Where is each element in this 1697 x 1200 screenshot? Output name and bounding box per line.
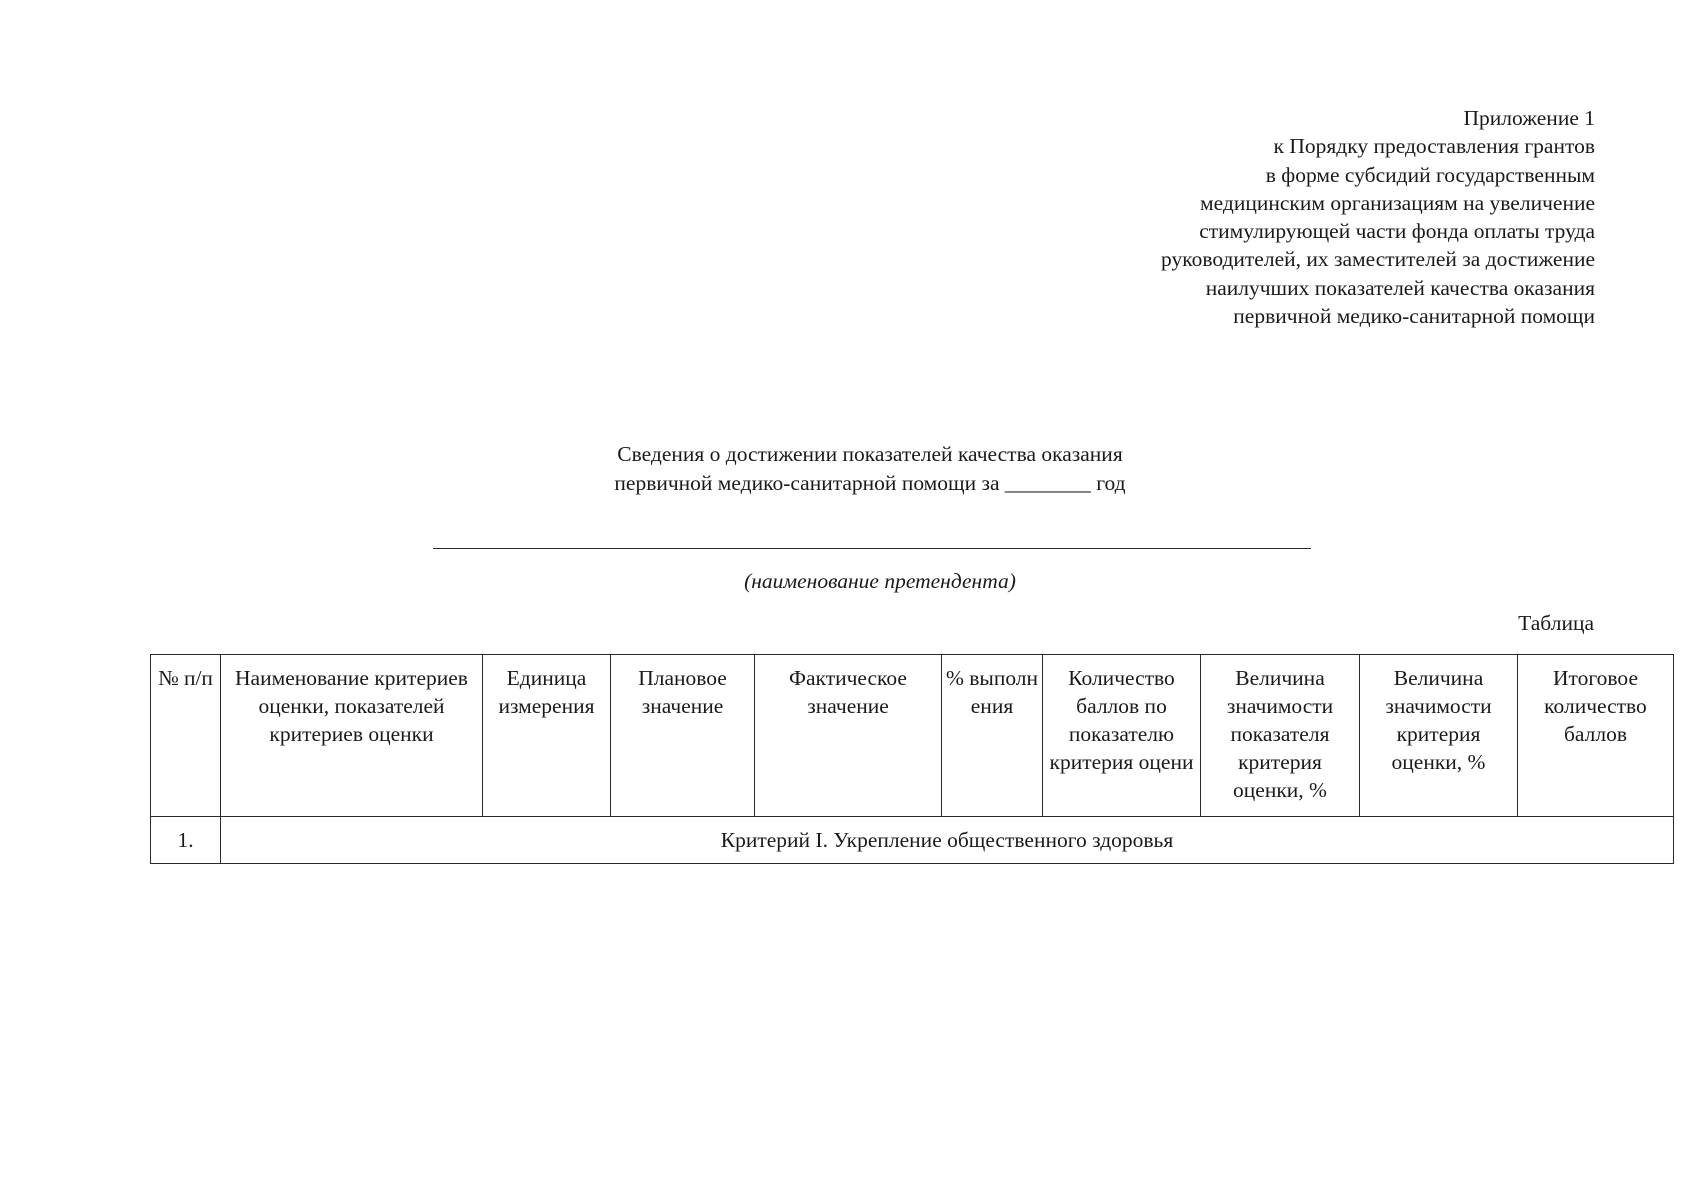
header-cell-points: Количество баллов по показателю критерия оцени: [1043, 655, 1201, 817]
header-cell-criteria-significance: Величина значимости критерия оценки, %: [1360, 655, 1518, 817]
applicant-name-line: [433, 548, 1311, 549]
table-row: [151, 817, 1674, 864]
appendix-line: руководителей, их заместителей за достижение: [1161, 247, 1595, 272]
header-cell-unit: Единица измерения: [483, 655, 611, 817]
appendix-line: медицинским организациям на увеличение: [1200, 190, 1595, 215]
appendix-line: стимулирующей части фонда оплаты труда: [1199, 219, 1595, 244]
applicant-name-caption: (наименование претендента): [744, 569, 1016, 593]
document-title: [580, 440, 1160, 497]
header-cell-actual-value: Фактическое значение: [755, 655, 942, 817]
table-header-row: [151, 655, 1674, 817]
header-cell-percent-completion: % выполн ения: [942, 655, 1043, 817]
appendix-line: наилучших показателей качества оказания: [1205, 275, 1595, 300]
header-cell-indicator-significance: Величина значимости показателя критерия оценки, %: [1201, 655, 1360, 817]
row-number-cell: 1.: [151, 817, 221, 864]
appendix-block: [1161, 104, 1595, 330]
appendix-line: в форме субсидий государственным: [1265, 162, 1595, 187]
document-title-line-2: первичной медико-санитарной помощи за ________ год: [614, 470, 1126, 495]
criteria-table: [150, 654, 1674, 864]
header-cell-planned-value: Плановое значение: [611, 655, 755, 817]
header-cell-number: № п/п: [151, 655, 221, 817]
appendix-line: к Порядку предоставления грантов: [1273, 134, 1595, 159]
header-cell-total-points: Итоговое количество баллов: [1518, 655, 1674, 817]
header-cell-criteria-name: Наименование критериев оценки, показателей критериев оценки: [221, 655, 483, 817]
row-section-title-cell: Критерий I. Укрепление общественного здоровья: [221, 817, 1674, 864]
document-title-line-1: Сведения о достижении показателей качества оказания: [617, 442, 1123, 466]
table-label: Таблица: [1518, 611, 1594, 635]
appendix-line: первичной медико-санитарной помощи: [1233, 304, 1595, 329]
appendix-line: Приложение 1: [1463, 106, 1595, 130]
